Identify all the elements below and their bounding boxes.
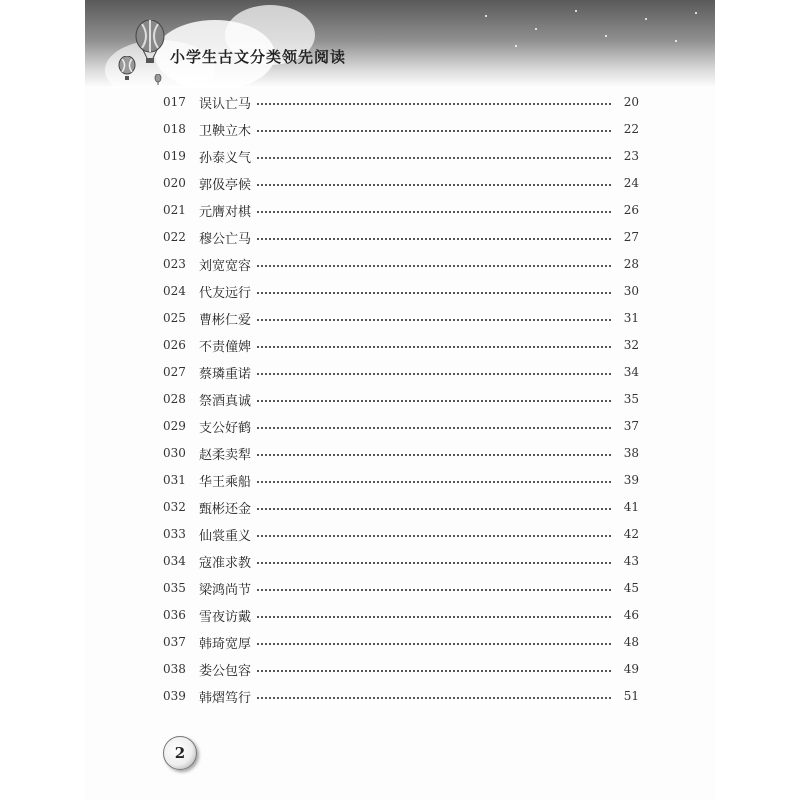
dot-leader xyxy=(257,157,611,159)
entry-page: 26 xyxy=(623,203,639,217)
toc-entry[interactable] xyxy=(163,443,639,463)
header-star xyxy=(695,12,697,14)
entry-page: 45 xyxy=(623,581,639,595)
entry-title: 元膺对棋 xyxy=(199,204,252,220)
entry-page: 20 xyxy=(623,95,639,109)
entry-title: 寇准求教 xyxy=(199,555,252,571)
header-star xyxy=(485,15,487,17)
entry-number: 018 xyxy=(163,122,186,136)
entry-title: 甄彬还金 xyxy=(199,501,252,517)
tiny-balloon-icon xyxy=(154,74,162,86)
dot-leader xyxy=(257,643,611,645)
entry-page: 49 xyxy=(623,662,639,676)
entry-title: 卫鞅立木 xyxy=(199,123,252,139)
entry-number: 037 xyxy=(163,635,186,649)
toc-entry[interactable] xyxy=(163,362,639,382)
toc-entry[interactable] xyxy=(163,254,639,274)
entry-number: 032 xyxy=(163,500,186,514)
toc-entry[interactable] xyxy=(163,659,639,679)
entry-page: 30 xyxy=(623,284,639,298)
entry-title: 仙裳重义 xyxy=(199,528,252,544)
entry-number: 027 xyxy=(163,365,186,379)
dot-leader xyxy=(257,697,611,699)
dot-leader xyxy=(257,400,611,402)
book-title: 小学生古文分类领先阅读 xyxy=(170,48,347,66)
entry-title: 韩琦宽厚 xyxy=(199,636,252,652)
toc-entry[interactable] xyxy=(163,632,639,652)
page-number-badge: 2 xyxy=(163,736,197,770)
entry-page: 22 xyxy=(623,122,639,136)
dot-leader xyxy=(257,508,611,510)
dot-leader xyxy=(257,481,611,483)
entry-title: 孙泰义气 xyxy=(199,150,252,166)
entry-title: 祭酒真诚 xyxy=(199,393,252,409)
entry-page: 43 xyxy=(623,554,639,568)
header-star xyxy=(575,10,577,12)
toc-entry[interactable] xyxy=(163,227,639,247)
entry-number: 034 xyxy=(163,554,186,568)
toc-entry[interactable] xyxy=(163,686,639,706)
entry-number: 028 xyxy=(163,392,186,406)
entry-number: 021 xyxy=(163,203,186,217)
entry-title: 代友远行 xyxy=(199,285,252,301)
entry-page: 37 xyxy=(623,419,639,433)
dot-leader xyxy=(257,130,611,132)
entry-page: 39 xyxy=(623,473,639,487)
toc-entry[interactable] xyxy=(163,146,639,166)
entry-page: 46 xyxy=(623,608,639,622)
toc-entry[interactable] xyxy=(163,173,639,193)
dot-leader xyxy=(257,184,611,186)
header-star xyxy=(645,18,647,20)
toc-entry[interactable] xyxy=(163,524,639,544)
toc-entry[interactable] xyxy=(163,416,639,436)
dot-leader xyxy=(257,616,611,618)
header-star xyxy=(515,45,517,47)
entry-title: 华王乘船 xyxy=(199,474,252,490)
dot-leader xyxy=(257,427,611,429)
entry-number: 020 xyxy=(163,176,186,190)
dot-leader xyxy=(257,454,611,456)
entry-number: 033 xyxy=(163,527,186,541)
header-star xyxy=(535,28,537,30)
entry-page: 28 xyxy=(623,257,639,271)
dot-leader xyxy=(257,346,611,348)
entry-number: 019 xyxy=(163,149,186,163)
dot-leader xyxy=(257,319,611,321)
toc-entry[interactable] xyxy=(163,470,639,490)
entry-number: 022 xyxy=(163,230,186,244)
dot-leader xyxy=(257,589,611,591)
entry-number: 017 xyxy=(163,95,186,109)
toc-entry[interactable] xyxy=(163,119,639,139)
entry-page: 41 xyxy=(623,500,639,514)
entry-title: 韩熠笃行 xyxy=(199,690,252,706)
toc-entry[interactable] xyxy=(163,308,639,328)
entry-title: 雪夜访戴 xyxy=(199,609,252,625)
entry-number: 023 xyxy=(163,257,186,271)
entry-number: 026 xyxy=(163,338,186,352)
toc-entry[interactable] xyxy=(163,578,639,598)
entry-number: 029 xyxy=(163,419,186,433)
entry-title: 误认亡马 xyxy=(199,96,252,112)
entry-page: 48 xyxy=(623,635,639,649)
page-header xyxy=(85,0,715,88)
entry-page: 27 xyxy=(623,230,639,244)
dot-leader xyxy=(257,238,611,240)
toc-entry[interactable] xyxy=(163,335,639,355)
toc-entry[interactable] xyxy=(163,200,639,220)
small-balloon-icon xyxy=(117,56,137,82)
entry-title: 郭伋亭候 xyxy=(199,177,252,193)
entry-page: 32 xyxy=(623,338,639,352)
toc-entry[interactable] xyxy=(163,281,639,301)
header-star xyxy=(675,40,677,42)
entry-title: 赵柔卖犁 xyxy=(199,447,252,463)
entry-number: 025 xyxy=(163,311,186,325)
entry-title: 不责僮婢 xyxy=(199,339,252,355)
dot-leader xyxy=(257,373,611,375)
entry-number: 036 xyxy=(163,608,186,622)
toc-entry[interactable] xyxy=(163,605,639,625)
dot-leader xyxy=(257,535,611,537)
entry-title: 娄公包容 xyxy=(199,663,252,679)
entry-page: 23 xyxy=(623,149,639,163)
entry-title: 梁鸿尚节 xyxy=(199,582,252,598)
dot-leader xyxy=(257,292,611,294)
toc-entry[interactable] xyxy=(163,551,639,571)
entry-title: 曹彬仁爱 xyxy=(199,312,252,328)
toc-entry[interactable] xyxy=(163,92,639,112)
entry-number: 024 xyxy=(163,284,186,298)
entry-title: 支公好鹤 xyxy=(199,420,252,436)
entry-number: 030 xyxy=(163,446,186,460)
entry-page: 24 xyxy=(623,176,639,190)
entry-title: 刘宽宽容 xyxy=(199,258,252,274)
dot-leader xyxy=(257,265,611,267)
entry-title: 穆公亡马 xyxy=(199,231,252,247)
entry-page: 34 xyxy=(623,365,639,379)
entry-number: 039 xyxy=(163,689,186,703)
entry-page: 31 xyxy=(623,311,639,325)
entry-number: 038 xyxy=(163,662,186,676)
dot-leader xyxy=(257,103,611,105)
hot-air-balloon-icon xyxy=(133,20,167,64)
dot-leader xyxy=(257,670,611,672)
header-star xyxy=(605,35,607,37)
dot-leader xyxy=(257,562,611,564)
entry-page: 51 xyxy=(623,689,639,703)
dot-leader xyxy=(257,211,611,213)
entry-page: 42 xyxy=(623,527,639,541)
entry-title: 蔡璘重诺 xyxy=(199,366,252,382)
entry-number: 035 xyxy=(163,581,186,595)
entry-page: 38 xyxy=(623,446,639,460)
entry-page: 35 xyxy=(623,392,639,406)
toc-entry[interactable] xyxy=(163,389,639,409)
toc-entry[interactable] xyxy=(163,497,639,517)
entry-number: 031 xyxy=(163,473,186,487)
